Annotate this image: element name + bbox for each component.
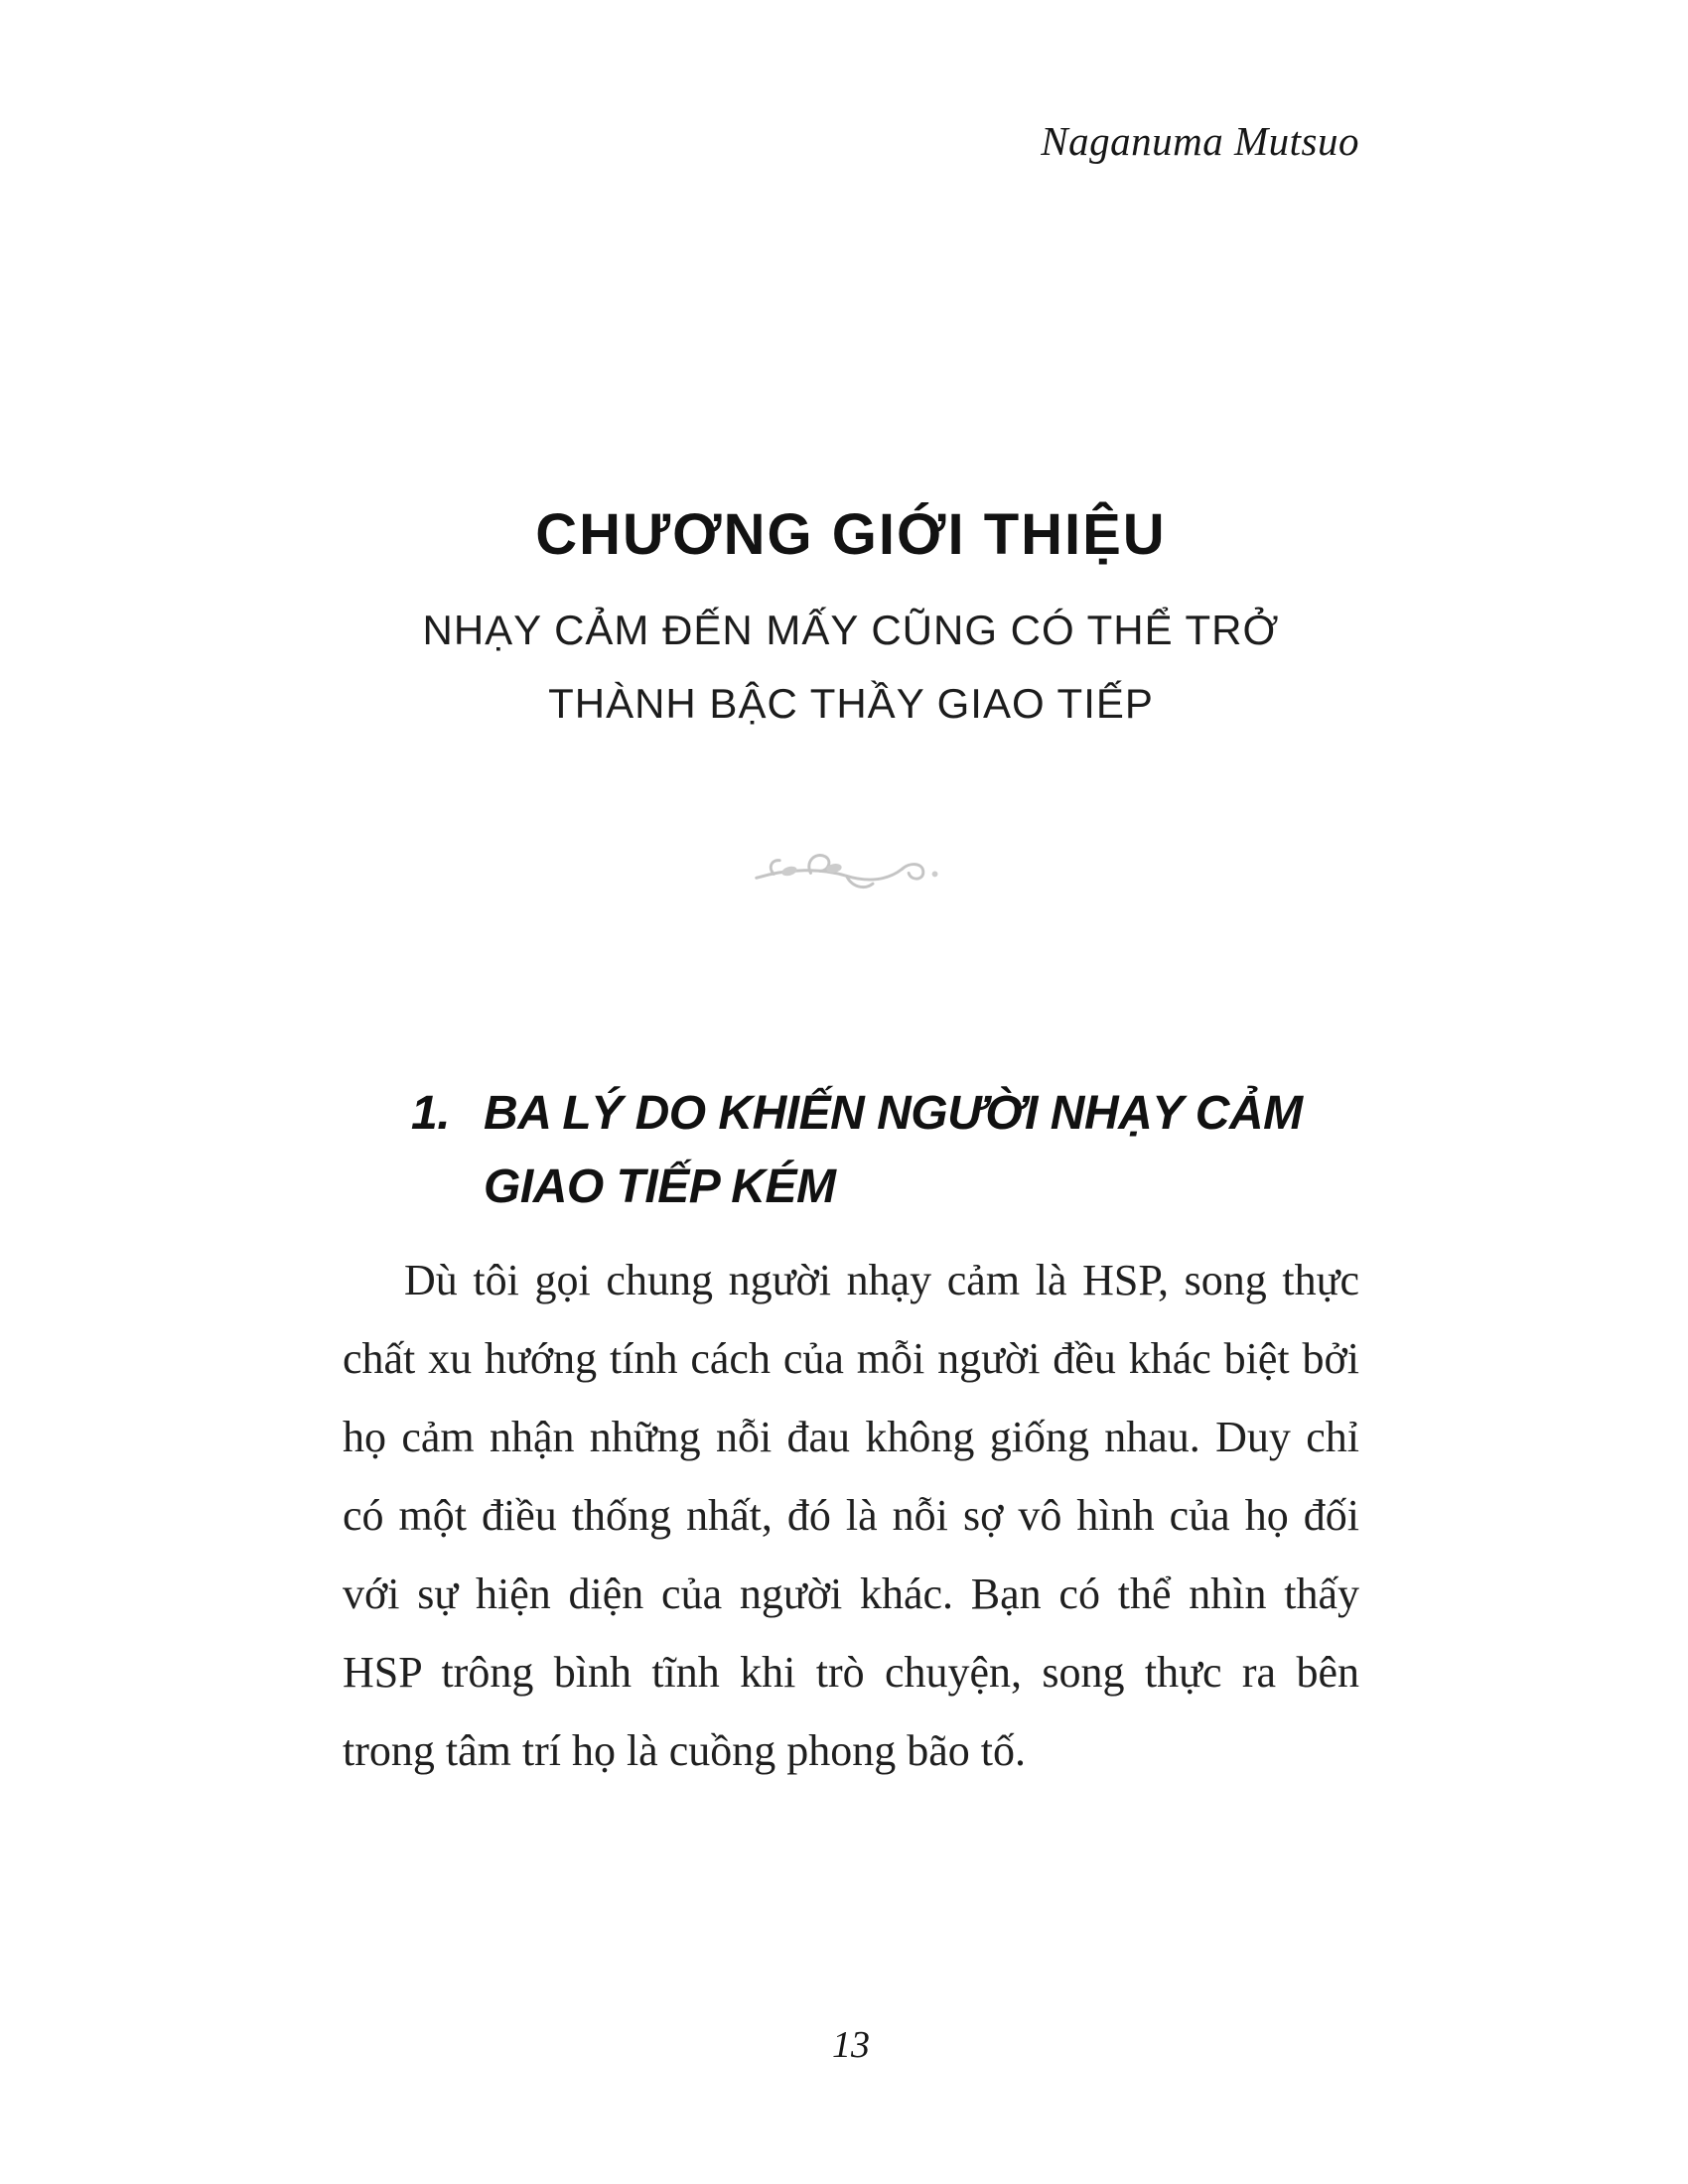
chapter-title: CHƯƠNG GIỚI THIỆU <box>535 502 1167 567</box>
section-title-line-2: GIAO TIẾP KÉM <box>484 1160 836 1214</box>
section-number: 1. <box>411 1087 451 1140</box>
page-number: 13 <box>832 2024 870 2066</box>
chapter-subtitle <box>343 594 1359 740</box>
chapter-subtitle-line-2: THÀNH BẬC THẦY GIAO TIẾP <box>548 679 1154 727</box>
body-paragraph: Dù tôi gọi chung người nhạy cảm là HSP, song thực chất xu hướng tính cách của mỗi người đều khác biệt bởi họ cảm nhận những nỗi đau không giống nhau. Duy chỉ có một điều thống nhất, đó là nỗi sợ vô hình của họ đối với sự hiện diện của người khác. Bạn có thể nhìn thấy HSP trông bình tĩnh khi trò chuyện, song thực ra bên trong tâm trí họ là cuồng phong bão tố. <box>343 1256 1359 1775</box>
section-title <box>484 1077 1303 1225</box>
section-heading <box>343 1077 1359 1225</box>
text-column <box>343 0 1359 2184</box>
section-title-line-1: BA LÝ DO KHIẾN NGƯỜI NHẠY CẢM <box>484 1087 1303 1140</box>
chapter-heading-block <box>343 501 1359 740</box>
running-header-author: Naganuma Mutsuo <box>1041 118 1359 164</box>
chapter-subtitle-line-1: NHẠY CẢM ĐẾN MẤY CŨNG CÓ THỂ TRỞ <box>422 607 1280 653</box>
flourish-ornament-icon <box>343 839 1359 906</box>
